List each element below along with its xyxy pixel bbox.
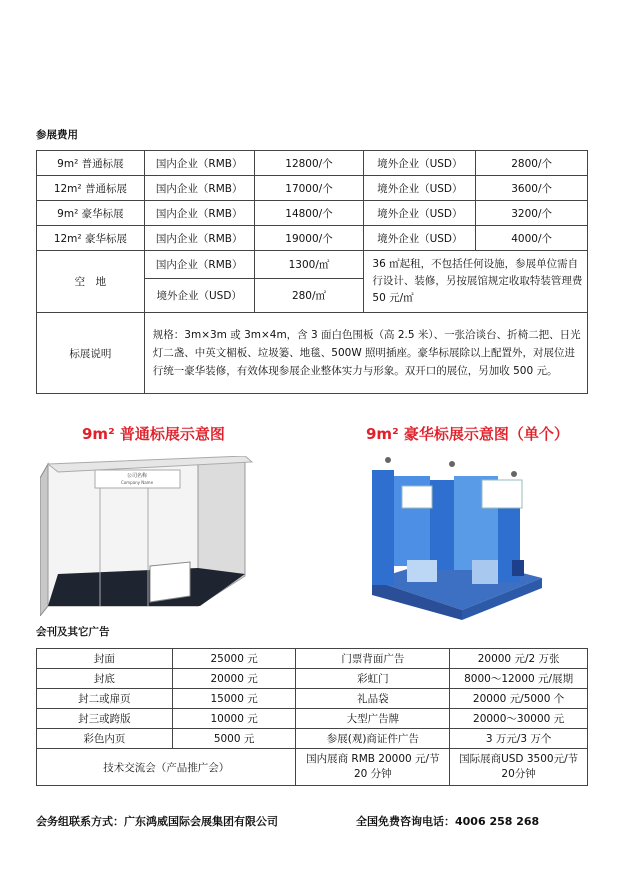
fee-cell-overseas: 境外企业（USD） — [364, 226, 476, 251]
space-domestic-price: 1300/㎡ — [254, 251, 364, 279]
fee-cell-overseas: 境外企业（USD） — [364, 176, 476, 201]
ads-table — [36, 648, 588, 786]
space-overseas-label: 境外企业（USD） — [144, 279, 254, 313]
space-label: 空 地 — [37, 251, 145, 313]
spec-text: 规格：3m×3m 或 3m×4m，含 3 面白色围板（高 2.5 米）、一张洽谈台、折椅二把、日光灯二盏、中英文楣板、垃圾篓、地毯、500W 照明插座。豪华标展除以上配置外，对展位进行统一豪华装修，有效体现参展企业整体实力与形象。双开口的展位，另加收 500 元。 — [144, 313, 587, 394]
fee-cell-overseas: 境外企业（USD） — [364, 201, 476, 226]
ad-item: 大型广告牌 — [296, 709, 450, 729]
fee-cell-domestic-price: 17000/个 — [254, 176, 364, 201]
ad-item: 礼品袋 — [296, 689, 450, 709]
fee-row — [37, 201, 588, 226]
tech-overseas: 国际展商USD 3500元/节 20分钟 — [450, 749, 588, 786]
ad-item: 封二或扉页 — [37, 689, 173, 709]
luxury-booth-title: 9m² 豪华标展示意图（单个） — [366, 425, 569, 443]
fee-cell-overseas: 境外企业（USD） — [364, 151, 476, 176]
fee-row — [37, 226, 588, 251]
tech-row — [37, 749, 588, 786]
fee-cell-booth: 12m² 普通标展 — [37, 176, 145, 201]
ads-section-title: 会刊及其它广告 — [36, 626, 110, 638]
ad-item: 彩色内页 — [37, 729, 173, 749]
spec-label: 标展说明 — [37, 313, 145, 394]
ad-price: 15000 元 — [172, 689, 296, 709]
fee-row — [37, 176, 588, 201]
ad-item: 门票背面广告 — [296, 649, 450, 669]
ad-price: 5000 元 — [172, 729, 296, 749]
standard-booth-title: 9m² 普通标展示意图 — [82, 425, 225, 443]
fee-cell-domestic-price: 12800/个 — [254, 151, 364, 176]
ad-price: 20000 元/2 万张 — [450, 649, 588, 669]
space-note: 36 ㎡起租，不包括任何设施，参展单位需自行设计、装修，另按展馆规定收取特装管理费 50 元/㎡ — [364, 251, 588, 313]
ad-price: 25000 元 — [172, 649, 296, 669]
fee-cell-overseas-price: 4000/个 — [476, 226, 588, 251]
tech-label: 技术交流会（产品推广会） — [37, 749, 296, 786]
fee-cell-domestic: 国内企业（RMB） — [144, 226, 254, 251]
ad-item: 参展(观)商证件广告 — [296, 729, 450, 749]
ad-price: 3 万元/3 万个 — [450, 729, 588, 749]
hotline: 全国免费咨询电话：4006 258 268 — [356, 815, 540, 828]
fee-cell-overseas-price: 2800/个 — [476, 151, 588, 176]
ad-row — [37, 649, 588, 669]
ad-row — [37, 689, 588, 709]
space-overseas-price: 280/㎡ — [254, 279, 364, 313]
ad-price: 20000 元/5000 个 — [450, 689, 588, 709]
contact-info: 会务组联系方式：广东鸿威国际会展集团有限公司 — [36, 815, 278, 828]
ad-price: 8000～12000 元/展期 — [450, 669, 588, 689]
fee-cell-booth: 12m² 豪华标展 — [37, 226, 145, 251]
ad-row — [37, 669, 588, 689]
ad-item: 封面 — [37, 649, 173, 669]
ad-price: 10000 元 — [172, 709, 296, 729]
ad-item: 封三或跨版 — [37, 709, 173, 729]
ad-row — [37, 709, 588, 729]
luxury-booth-illustration — [352, 450, 552, 620]
ad-price: 20000～30000 元 — [450, 709, 588, 729]
fee-cell-overseas-price: 3200/个 — [476, 201, 588, 226]
fee-cell-booth: 9m² 普通标展 — [37, 151, 145, 176]
fee-cell-domestic: 国内企业（RMB） — [144, 151, 254, 176]
standard-fascia-text-en: Company Name — [120, 480, 154, 485]
space-row-domestic — [37, 251, 588, 279]
fee-cell-overseas-price: 3600/个 — [476, 176, 588, 201]
ad-item: 封底 — [37, 669, 173, 689]
ad-price: 20000 元 — [172, 669, 296, 689]
fee-table — [36, 150, 588, 394]
space-domestic-label: 国内企业（RMB） — [144, 251, 254, 279]
fee-row — [37, 151, 588, 176]
standard-booth-illustration — [40, 456, 255, 616]
spec-row — [37, 313, 588, 394]
fee-cell-domestic: 国内企业（RMB） — [144, 201, 254, 226]
fee-section-title: 参展费用 — [36, 129, 78, 141]
ad-item: 彩虹门 — [296, 669, 450, 689]
fee-cell-domestic: 国内企业（RMB） — [144, 176, 254, 201]
ad-row — [37, 729, 588, 749]
fee-cell-booth: 9m² 豪华标展 — [37, 201, 145, 226]
tech-domestic: 国内展商 RMB 20000 元/节 20 分钟 — [296, 749, 450, 786]
standard-fascia-text: 公司名称 — [126, 473, 148, 479]
fee-cell-domestic-price: 14800/个 — [254, 201, 364, 226]
fee-cell-domestic-price: 19000/个 — [254, 226, 364, 251]
